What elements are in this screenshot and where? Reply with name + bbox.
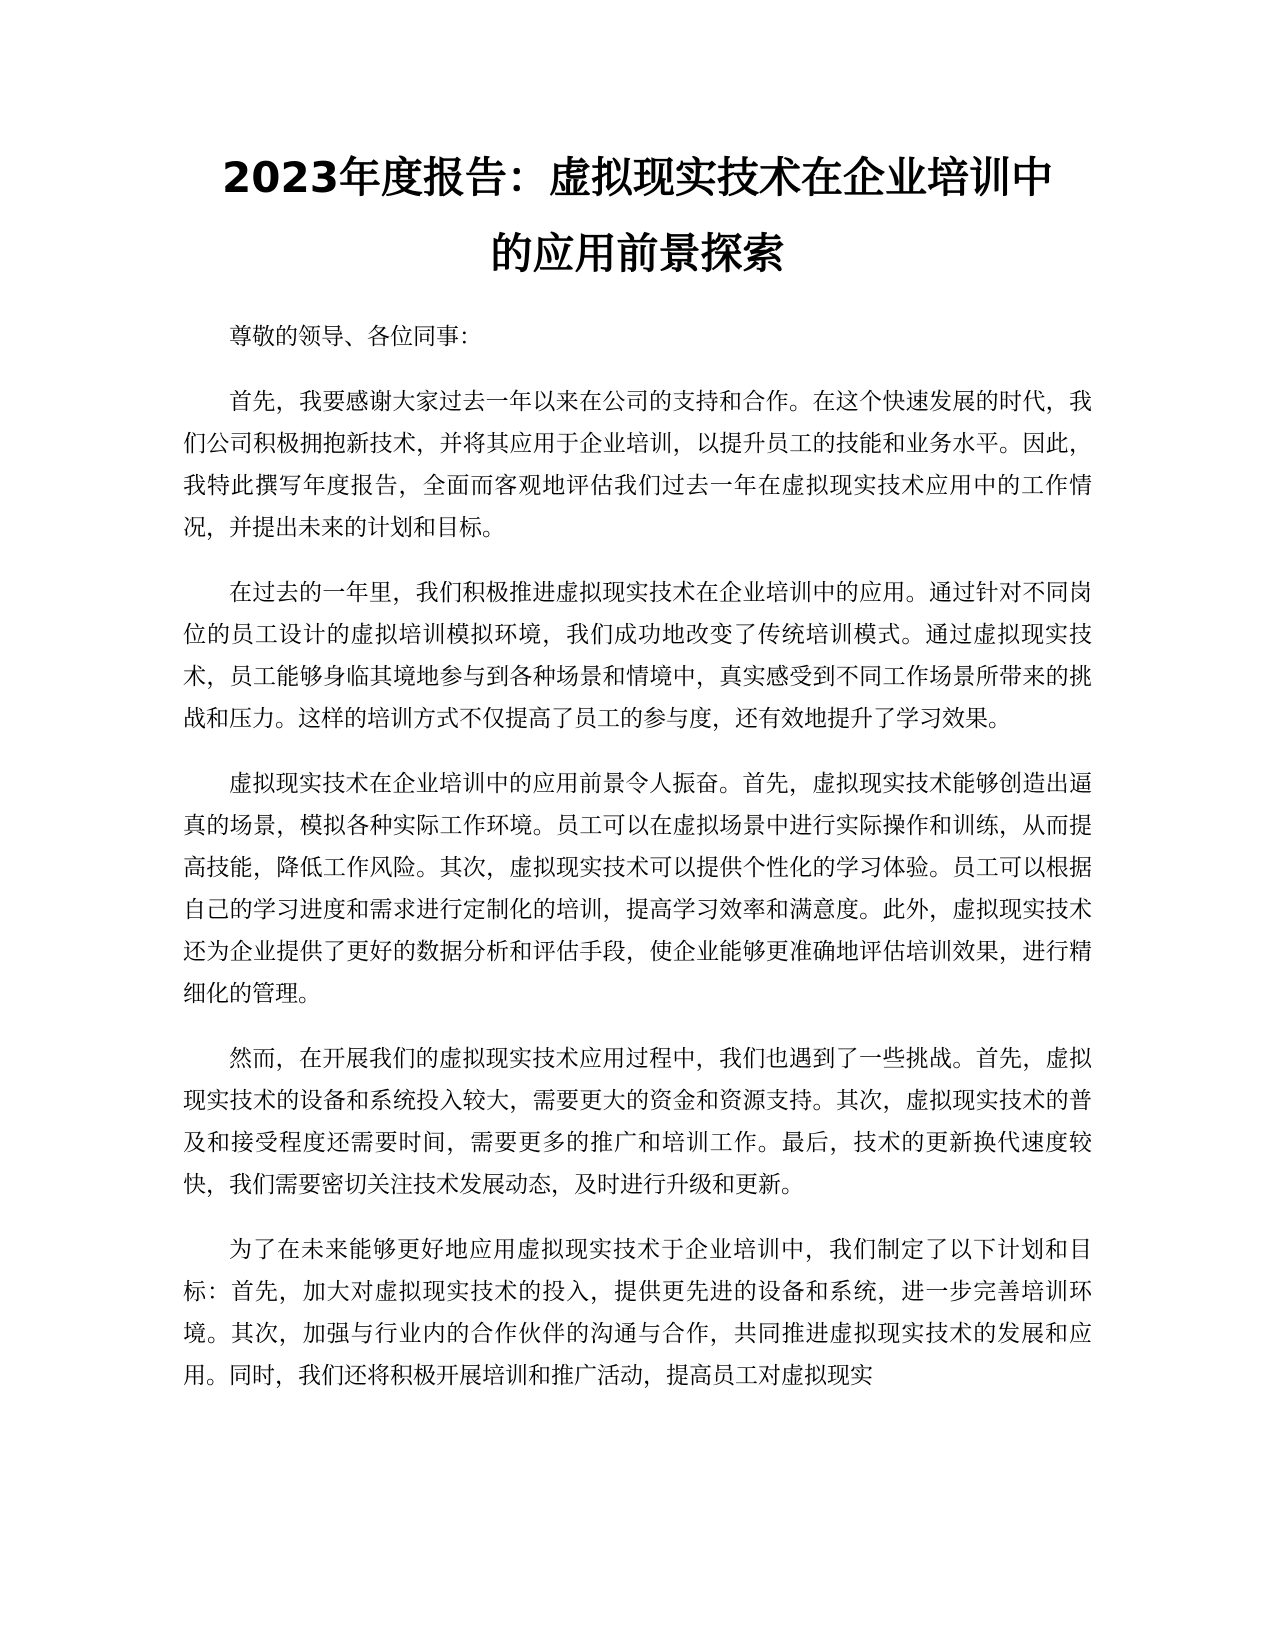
paragraph-2: 在过去的一年里，我们积极推进虚拟现实技术在企业培训中的应用。通过针对不同岗位的员工设计的虚拟培训模拟环境，我们成功地改变了传统培训模式。通过虚拟现实技术，员工能够身临其境地参与到各种场景和情境中，真实感受到不同工作场景所带来的挑战和压力。这样的培训方式不仅提高了员工的参与度，还有效地提升了学习效果。	[183, 580, 1092, 732]
document-title	[183, 140, 1092, 292]
paragraph-5: 为了在未来能够更好地应用虚拟现实技术于企业培训中，我们制定了以下计划和目标：首先，加大对虚拟现实技术的投入，提供更先进的设备和系统，进一步完善培训环境。其次，加强与行业内的合作伙伴的沟通与合作，共同推进虚拟现实技术的发展和应用。同时，我们还将积极开展培训和推广活动，提高员工对虚拟现实	[183, 1237, 1092, 1389]
paragraph-3: 虚拟现实技术在企业培训中的应用前景令人振奋。首先，虚拟现实技术能够创造出逼真的场景，模拟各种实际工作环境。员工可以在虚拟场景中进行实际操作和训练，从而提高技能，降低工作风险。其次，虚拟现实技术可以提供个性化的学习体验。员工可以根据自己的学习进度和需求进行定制化的培训，提高学习效率和满意度。此外，虚拟现实技术还为企业提供了更好的数据分析和评估手段，使企业能够更准确地评估培训效果，进行精细化的管理。	[183, 771, 1092, 1007]
title-line-2: 的应用前景探索	[490, 229, 785, 278]
paragraph-1: 首先，我要感谢大家过去一年以来在公司的支持和合作。在这个快速发展的时代，我们公司积极拥抱新技术，并将其应用于企业培训，以提升员工的技能和业务水平。因此，我特此撰写年度报告，全面而客观地评估我们过去一年在虚拟现实技术应用中的工作情况，并提出未来的计划和目标。	[183, 389, 1092, 541]
paragraph-4: 然而，在开展我们的虚拟现实技术应用过程中，我们也遇到了一些挑战。首先，虚拟现实技术的设备和系统投入较大，需要更大的资金和资源支持。其次，虚拟现实技术的普及和接受程度还需要时间，需要更多的推广和培训工作。最后，技术的更新换代速度较快，我们需要密切关注技术发展动态，及时进行升级和更新。	[183, 1046, 1092, 1198]
title-line-1: 2023年度报告：虚拟现实技术在企业培训中	[222, 153, 1053, 202]
document-body	[183, 316, 1092, 1420]
salutation: 尊敬的领导、各位同事：	[229, 324, 482, 350]
